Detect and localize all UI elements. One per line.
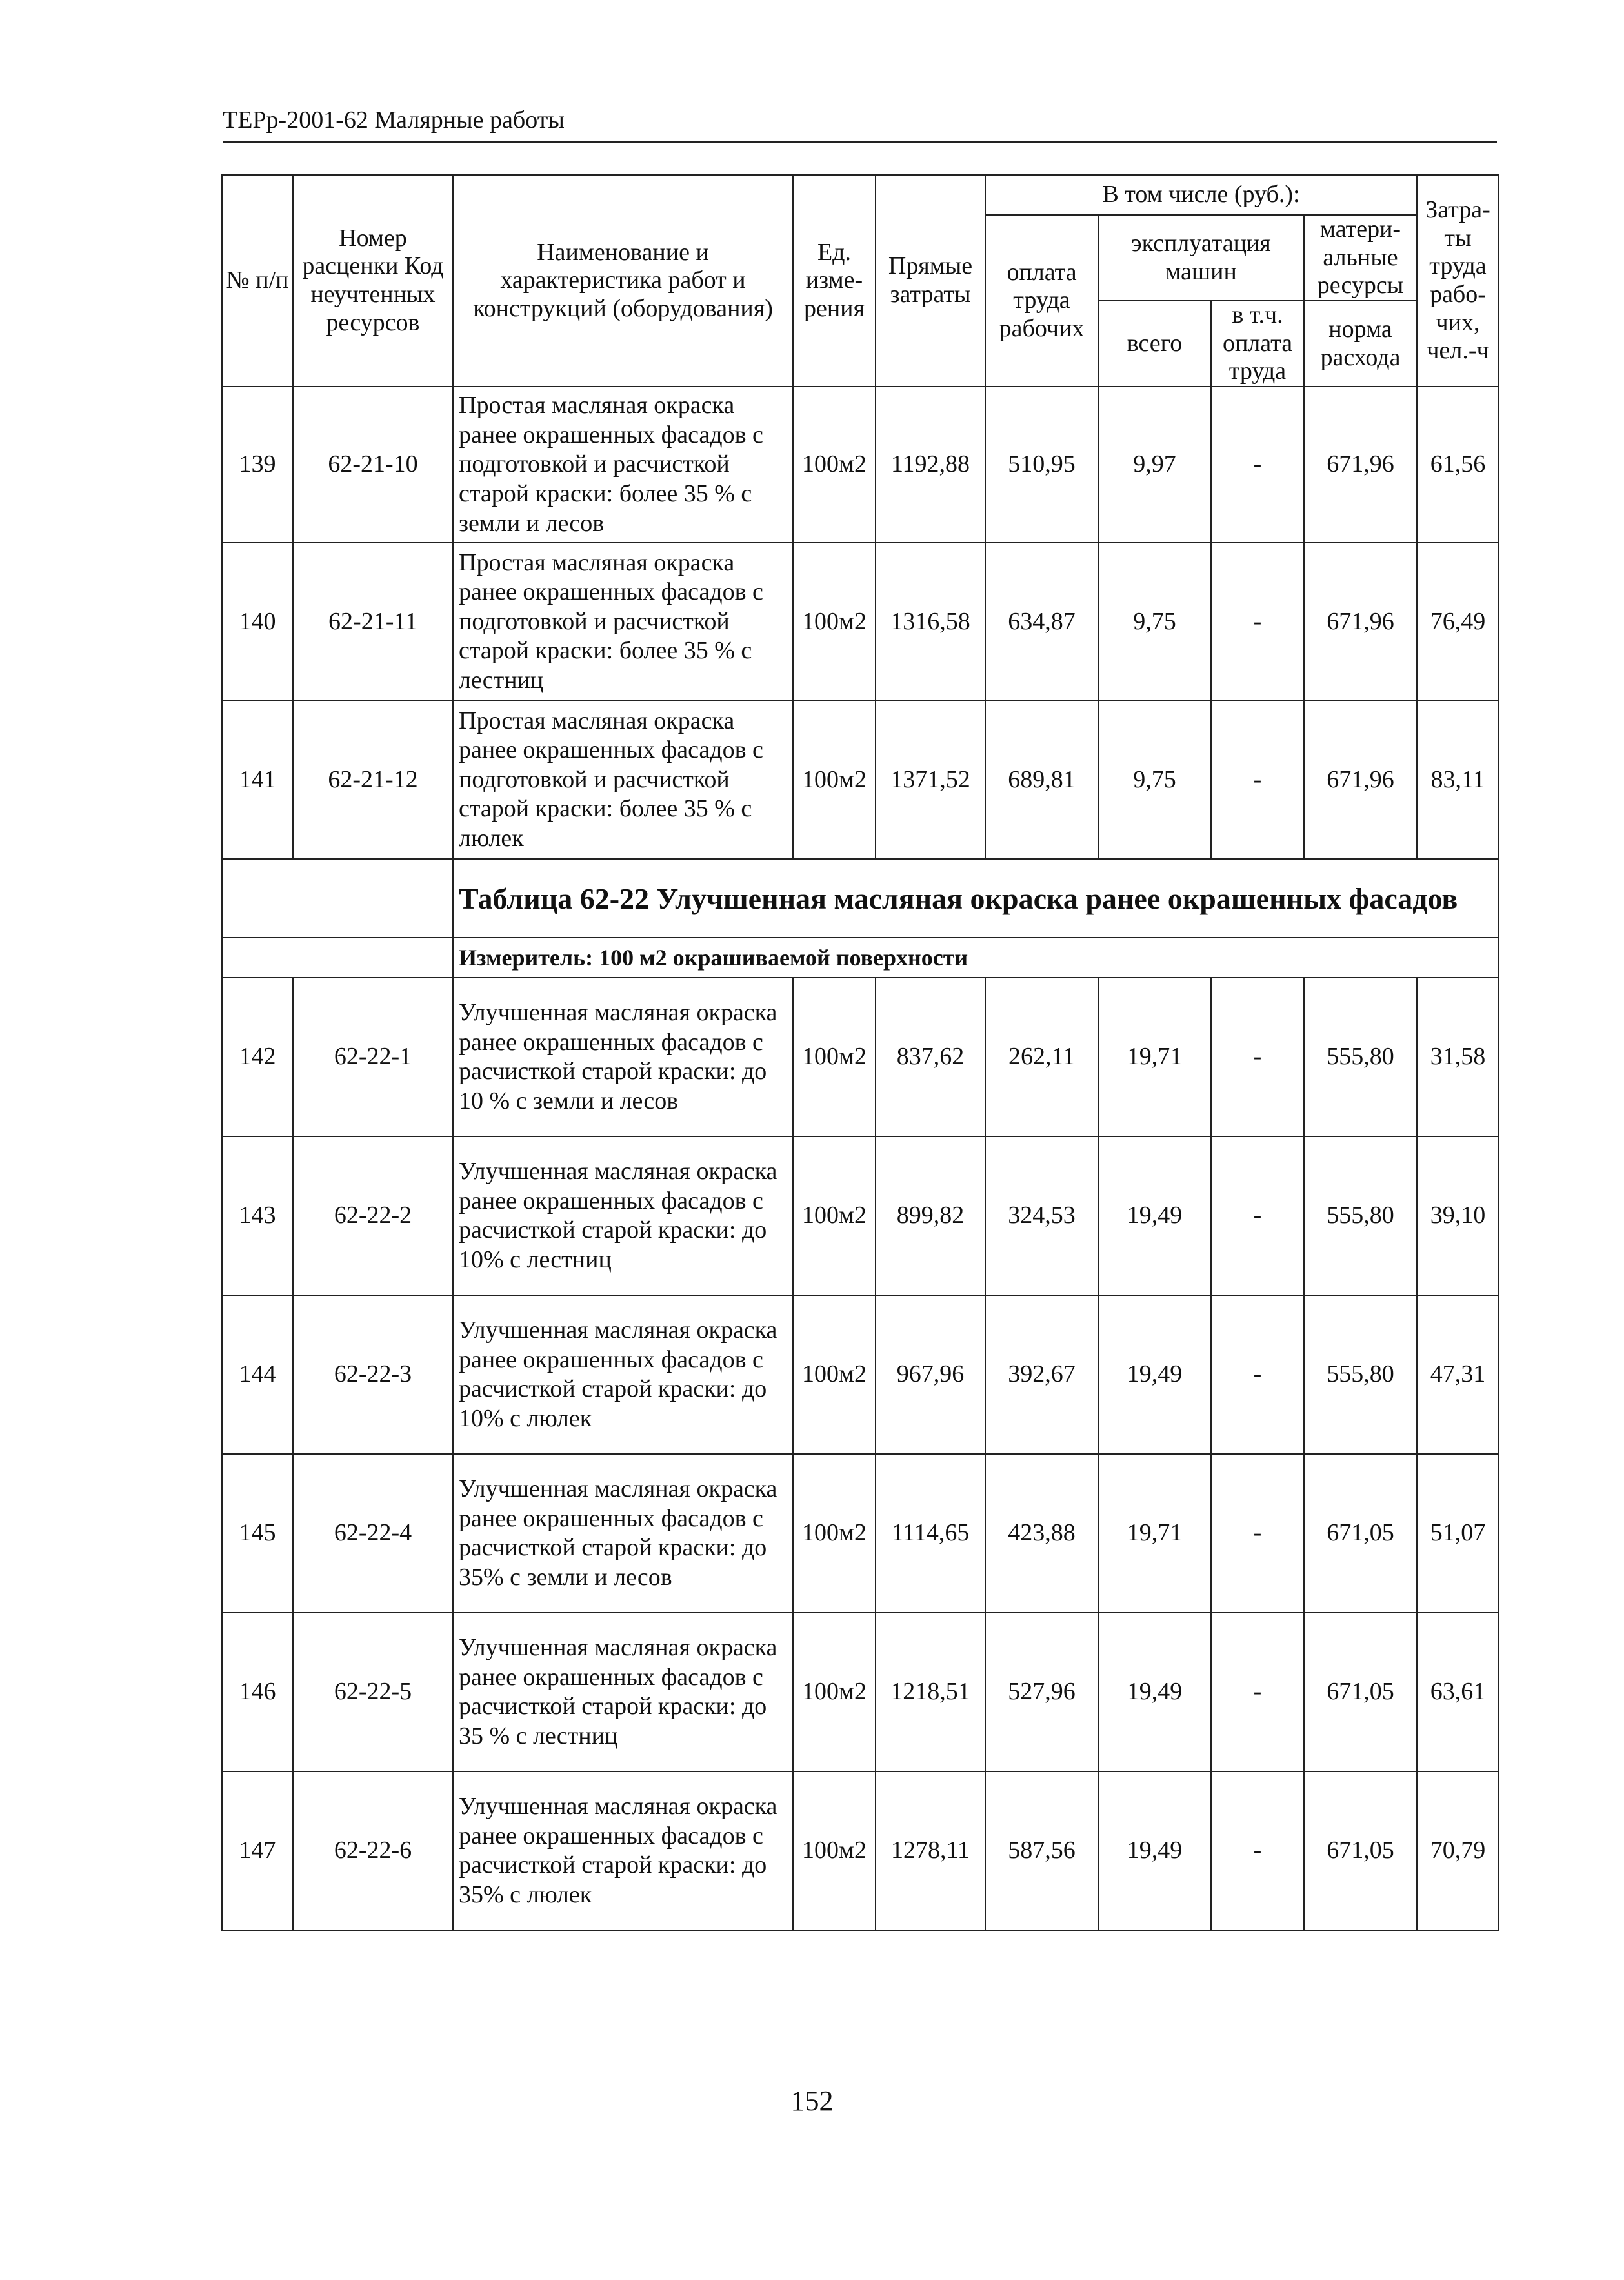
cell-hours: 47,31 <box>1417 1295 1499 1454</box>
table-body <box>222 387 1499 1930</box>
cell-materials: 671,05 <box>1304 1613 1417 1771</box>
cell-direct: 899,82 <box>876 1136 985 1295</box>
cell-code: 62-22-1 <box>293 978 453 1136</box>
cell-name: Улучшенная масляная окраска ранее окрашенных фасадов с расчисткой старой краски: до 35% с люлек <box>453 1771 793 1930</box>
cell-materials: 671,96 <box>1304 543 1417 701</box>
cell-code: 62-22-3 <box>293 1295 453 1454</box>
table-row <box>222 1136 1499 1295</box>
cell-name: Простая масляная окраска ранее окрашенных фасадов с подготовкой и расчисткой старой краски: более 35 % с земли и лесов <box>453 387 793 543</box>
cell-labor: 634,87 <box>985 543 1098 701</box>
cell-machines-labor: - <box>1211 1295 1304 1454</box>
cell-materials: 671,05 <box>1304 1454 1417 1613</box>
cell-num: 142 <box>222 978 293 1136</box>
cell-hours: 51,07 <box>1417 1454 1499 1613</box>
cell-labor: 527,96 <box>985 1613 1098 1771</box>
table-row <box>222 387 1499 543</box>
cell-labor: 262,11 <box>985 978 1098 1136</box>
cell-machines: 9,75 <box>1098 701 1211 859</box>
cell-num: 139 <box>222 387 293 543</box>
cell-name: Улучшенная масляная окраска ранее окрашенных фасадов с расчисткой старой краски: до 35% с земли и лесов <box>453 1454 793 1613</box>
cell-code: 62-22-4 <box>293 1454 453 1613</box>
cell-hours: 61,56 <box>1417 387 1499 543</box>
cell-hours: 31,58 <box>1417 978 1499 1136</box>
cell-materials: 671,05 <box>1304 1771 1417 1930</box>
cell-unit: 100м2 <box>793 1771 876 1930</box>
cell-hours: 76,49 <box>1417 543 1499 701</box>
cell-machines-labor: - <box>1211 701 1304 859</box>
cell-num: 146 <box>222 1613 293 1771</box>
rates-table <box>221 174 1499 1931</box>
cell-machines: 19,49 <box>1098 1613 1211 1771</box>
cell-materials: 555,80 <box>1304 1136 1417 1295</box>
cell-machines-labor: - <box>1211 1771 1304 1930</box>
table-row <box>222 543 1499 701</box>
cell-machines: 19,49 <box>1098 1295 1211 1454</box>
section-measure: Измеритель: 100 м2 окрашиваемой поверхности <box>453 938 1499 978</box>
cell-direct: 1371,52 <box>876 701 985 859</box>
table-row <box>222 978 1499 1136</box>
cell-code: 62-21-10 <box>293 387 453 543</box>
section-measure-spacer <box>222 938 453 978</box>
col-header-including: В том числе (руб.): <box>985 175 1417 215</box>
cell-direct: 1192,88 <box>876 387 985 543</box>
cell-labor: 423,88 <box>985 1454 1098 1613</box>
cell-machines: 9,97 <box>1098 387 1211 543</box>
section-title-spacer <box>222 859 453 938</box>
cell-name: Улучшенная масляная окраска ранее окрашенных фасадов с расчисткой старой краски: до 10% с люлек <box>453 1295 793 1454</box>
cell-code: 62-21-11 <box>293 543 453 701</box>
cell-code: 62-22-2 <box>293 1136 453 1295</box>
table-row <box>222 1454 1499 1613</box>
cell-unit: 100м2 <box>793 1454 876 1613</box>
page-header <box>223 103 1497 143</box>
section-measure-row <box>222 938 1499 978</box>
cell-unit: 100м2 <box>793 1295 876 1454</box>
table-row <box>222 1613 1499 1771</box>
cell-name: Простая масляная окраска ранее окрашенных фасадов с подготовкой и расчисткой старой краски: более 35 % с лестниц <box>453 543 793 701</box>
col-header-unit: Ед. изме-рения <box>793 175 876 387</box>
col-header-labor-cost: Затра-ты труда рабо-чих, чел.-ч <box>1417 175 1499 387</box>
cell-materials: 555,80 <box>1304 978 1417 1136</box>
cell-machines-labor: - <box>1211 978 1304 1136</box>
cell-direct: 1278,11 <box>876 1771 985 1930</box>
cell-machines-labor: - <box>1211 1454 1304 1613</box>
cell-unit: 100м2 <box>793 701 876 859</box>
col-header-num: № п/п <box>222 175 293 387</box>
cell-name: Улучшенная масляная окраска ранее окрашенных фасадов с расчисткой старой краски: до 35 % с лестниц <box>453 1613 793 1771</box>
cell-num: 143 <box>222 1136 293 1295</box>
cell-num: 147 <box>222 1771 293 1930</box>
cell-unit: 100м2 <box>793 978 876 1136</box>
cell-code: 62-22-5 <box>293 1613 453 1771</box>
cell-machines: 19,49 <box>1098 1136 1211 1295</box>
section-title-row <box>222 859 1499 938</box>
cell-machines-labor: - <box>1211 387 1304 543</box>
page-number: 152 <box>790 2085 834 2117</box>
cell-hours: 39,10 <box>1417 1136 1499 1295</box>
col-header-code: Номер расценки Код неучтенных ресурсов <box>293 175 453 387</box>
cell-machines-labor: - <box>1211 1613 1304 1771</box>
cell-labor: 510,95 <box>985 387 1098 543</box>
cell-name: Улучшенная масляная окраска ранее окрашенных фасадов с расчисткой старой краски: до 10% с лестниц <box>453 1136 793 1295</box>
cell-code: 62-22-6 <box>293 1771 453 1930</box>
cell-machines: 19,71 <box>1098 978 1211 1136</box>
cell-num: 144 <box>222 1295 293 1454</box>
cell-num: 145 <box>222 1454 293 1613</box>
col-header-machines-total: всего <box>1098 301 1211 387</box>
cell-num: 140 <box>222 543 293 701</box>
cell-labor: 324,53 <box>985 1136 1098 1295</box>
col-header-direct: Прямые затраты <box>876 175 985 387</box>
cell-unit: 100м2 <box>793 543 876 701</box>
cell-unit: 100м2 <box>793 1136 876 1295</box>
cell-hours: 83,11 <box>1417 701 1499 859</box>
cell-direct: 837,62 <box>876 978 985 1136</box>
col-header-materials: матери-альные ресурсы <box>1304 215 1417 301</box>
cell-materials: 671,96 <box>1304 701 1417 859</box>
cell-direct: 1316,58 <box>876 543 985 701</box>
cell-materials: 671,96 <box>1304 387 1417 543</box>
cell-labor: 689,81 <box>985 701 1098 859</box>
cell-materials: 555,80 <box>1304 1295 1417 1454</box>
col-header-machines: эксплуатация машин <box>1098 215 1304 301</box>
table-row <box>222 1295 1499 1454</box>
cell-machines: 19,49 <box>1098 1771 1211 1930</box>
cell-name: Простая масляная окраска ранее окрашенных фасадов с подготовкой и расчисткой старой краски: более 35 % с люлек <box>453 701 793 859</box>
cell-machines: 9,75 <box>1098 543 1211 701</box>
section-title: Таблица 62-22 Улучшенная масляная окраска ранее окрашенных фасадов <box>453 859 1499 938</box>
table-row <box>222 1771 1499 1930</box>
col-header-name: Наименование и характеристика работ и конструкций (оборудования) <box>453 175 793 387</box>
cell-machines-labor: - <box>1211 543 1304 701</box>
cell-unit: 100м2 <box>793 1613 876 1771</box>
cell-direct: 967,96 <box>876 1295 985 1454</box>
page-header-title: ТЕРр-2001-62 Малярные работы <box>223 106 565 134</box>
table-head <box>222 175 1499 387</box>
col-header-labor-pay: оплата труда рабочих <box>985 215 1098 387</box>
table-row <box>222 701 1499 859</box>
cell-direct: 1218,51 <box>876 1613 985 1771</box>
cell-labor: 587,56 <box>985 1771 1098 1930</box>
cell-name: Улучшенная масляная окраска ранее окрашенных фасадов с расчисткой старой краски: до 10 % с земли и лесов <box>453 978 793 1136</box>
cell-direct: 1114,65 <box>876 1454 985 1613</box>
cell-code: 62-21-12 <box>293 701 453 859</box>
cell-hours: 63,61 <box>1417 1613 1499 1771</box>
cell-hours: 70,79 <box>1417 1771 1499 1930</box>
cell-machines-labor: - <box>1211 1136 1304 1295</box>
col-header-machines-labor: в т.ч. оплата труда <box>1211 301 1304 387</box>
cell-machines: 19,71 <box>1098 1454 1211 1613</box>
cell-num: 141 <box>222 701 293 859</box>
cell-labor: 392,67 <box>985 1295 1098 1454</box>
cell-unit: 100м2 <box>793 387 876 543</box>
col-header-materials-norm: норма расхода <box>1304 301 1417 387</box>
